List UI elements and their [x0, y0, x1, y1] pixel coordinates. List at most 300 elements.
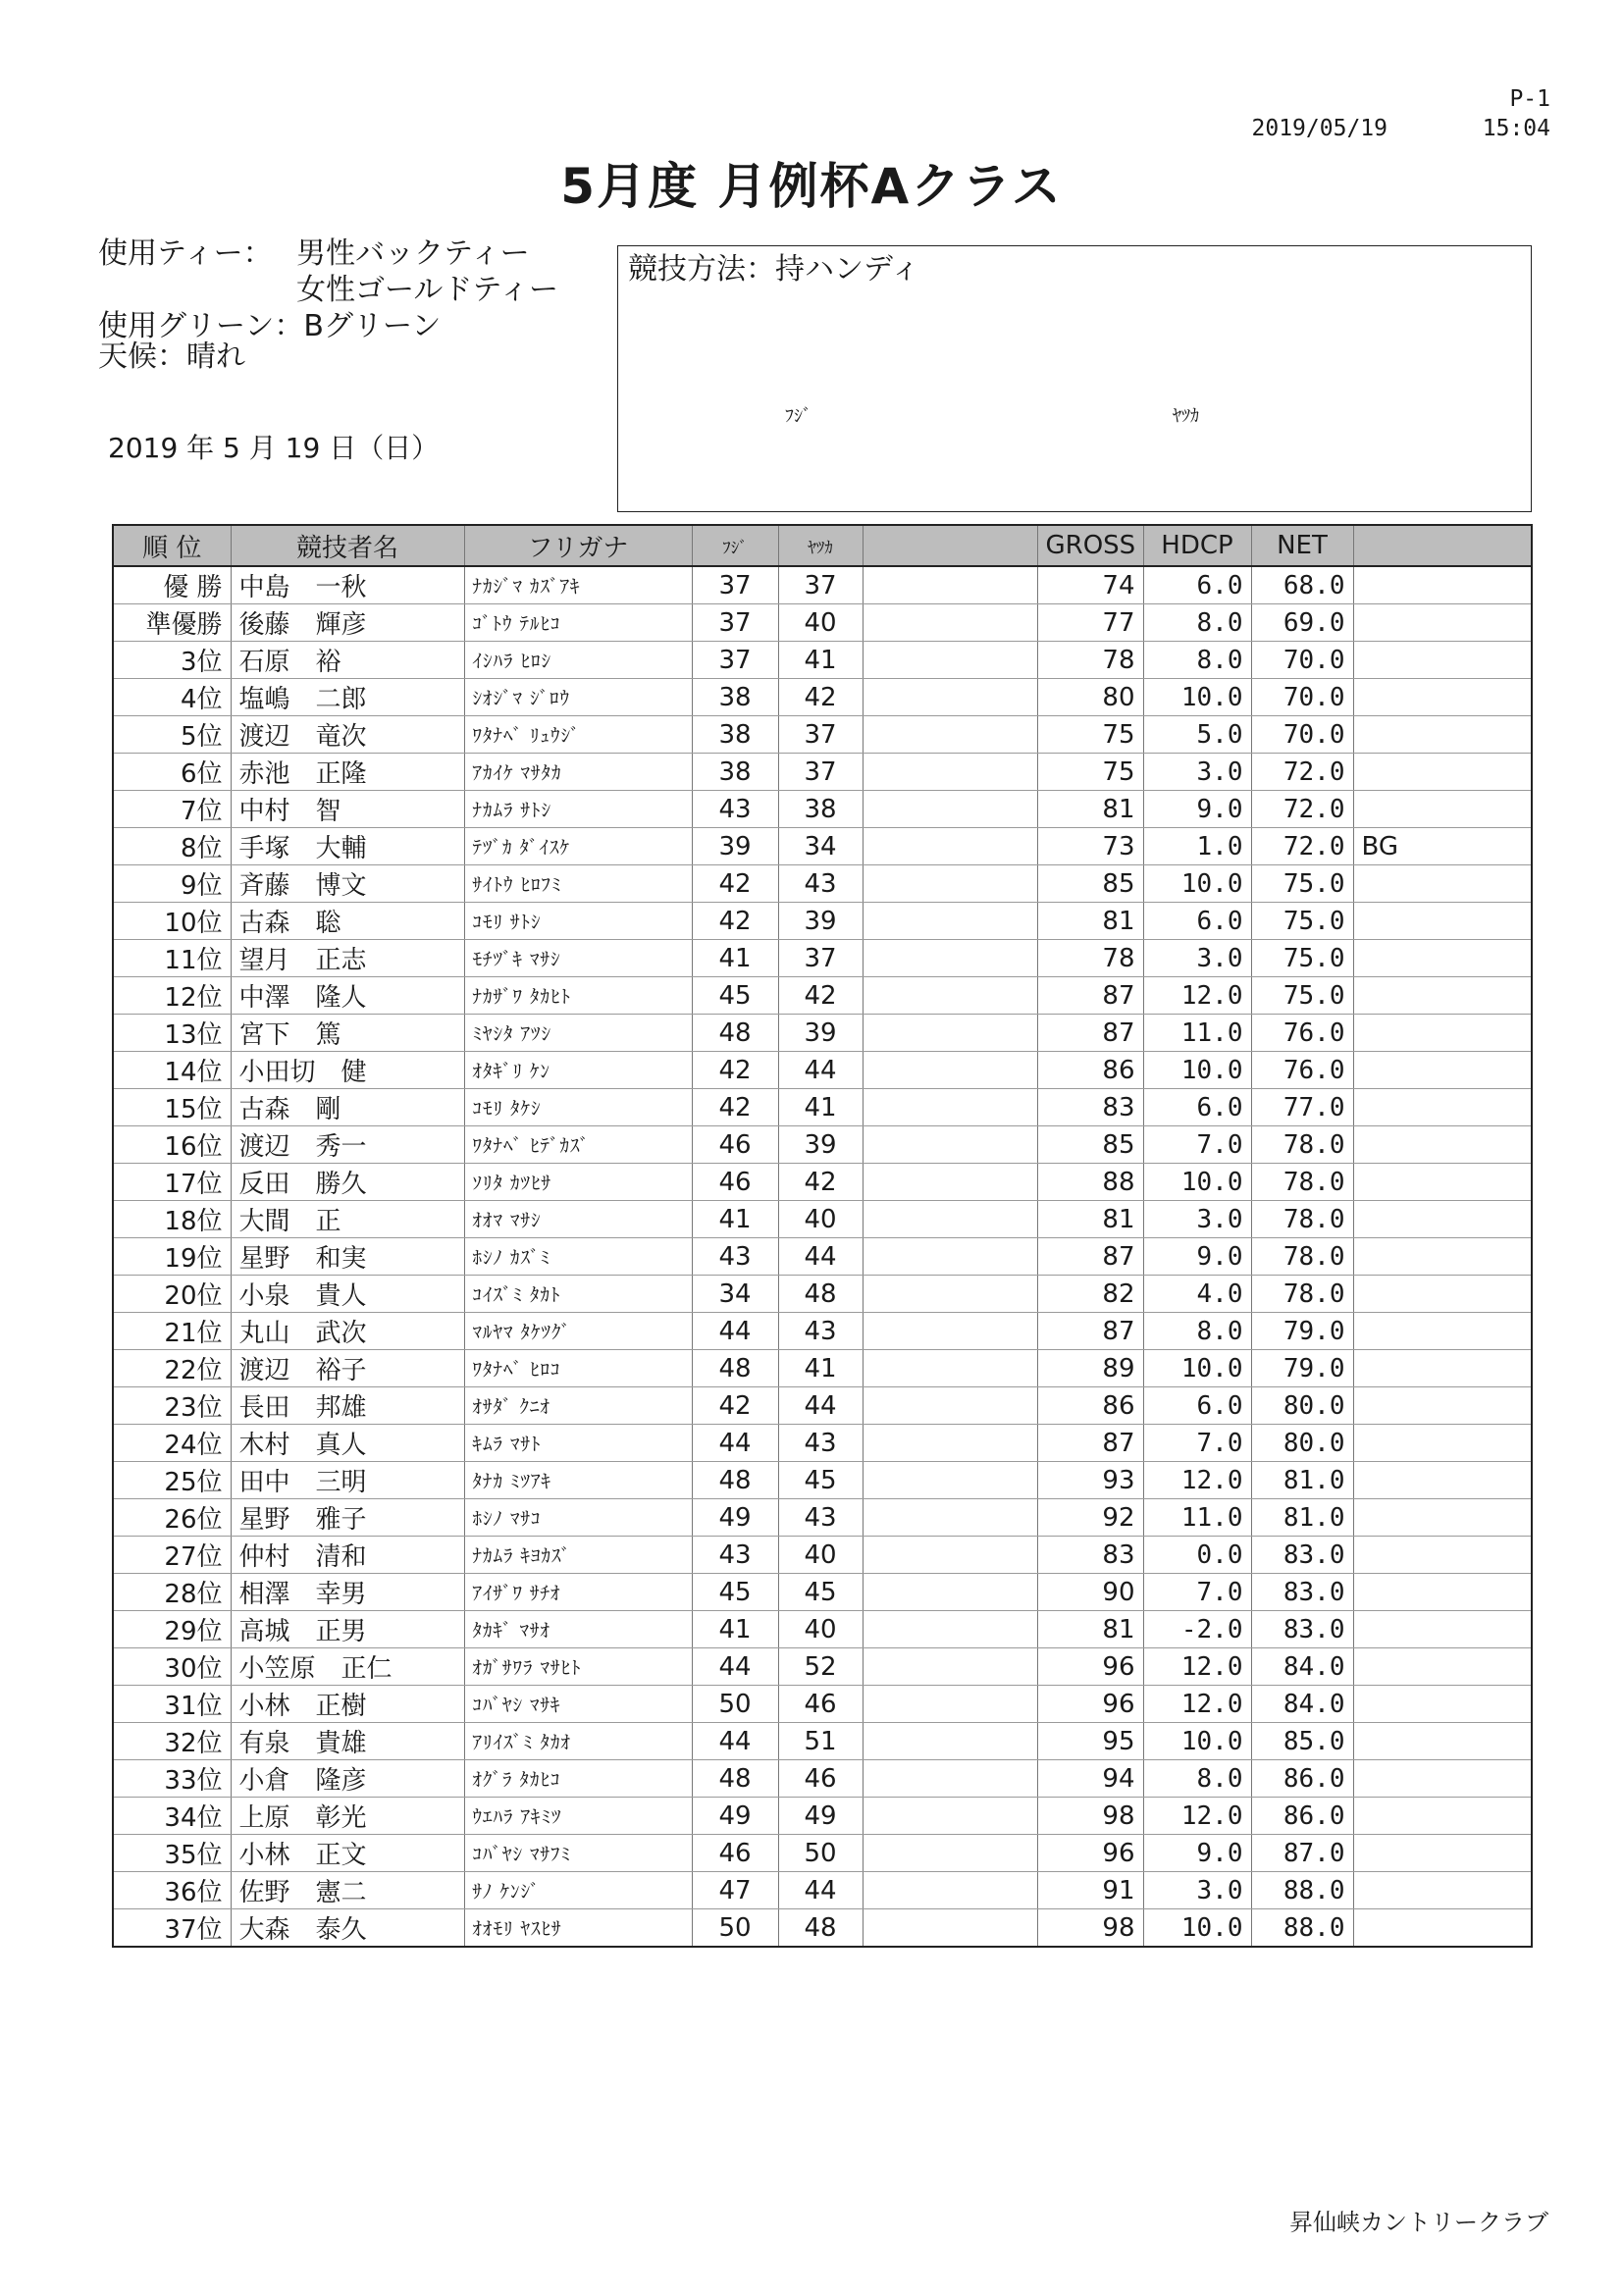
cell-hdcp: 10.0 [1143, 1909, 1251, 1948]
cell-yatsuka: 41 [778, 642, 863, 679]
table-header-row [113, 525, 1532, 566]
cell-hdcp: 10.0 [1143, 865, 1251, 903]
cell-fuji: 44 [692, 1313, 778, 1350]
cell-hdcp: 6.0 [1143, 1089, 1251, 1126]
cell-hdcp: 8.0 [1143, 1760, 1251, 1798]
cell-note [1353, 1164, 1532, 1201]
cell-rank: 6位 [113, 754, 231, 791]
cell-blank [863, 977, 1037, 1015]
cell-yatsuka: 49 [778, 1798, 863, 1835]
cell-kana: ｷﾑﾗ ﾏｻﾄ [464, 1425, 692, 1462]
cell-gross: 73 [1037, 828, 1143, 865]
cell-fuji: 42 [692, 1089, 778, 1126]
cell-net: 76.0 [1251, 1015, 1353, 1052]
cell-fuji: 41 [692, 1611, 778, 1648]
cell-fuji: 46 [692, 1164, 778, 1201]
cell-net: 84.0 [1251, 1648, 1353, 1686]
cell-gross: 98 [1037, 1909, 1143, 1948]
cell-note [1353, 1760, 1532, 1798]
cell-hdcp: 6.0 [1143, 566, 1251, 604]
cell-yatsuka: 43 [778, 1313, 863, 1350]
cell-gross: 80 [1037, 679, 1143, 716]
cell-name: 渡辺 秀一 [231, 1126, 464, 1164]
cell-blank [863, 566, 1037, 604]
cell-hdcp: 7.0 [1143, 1425, 1251, 1462]
cell-yatsuka: 37 [778, 940, 863, 977]
cell-note [1353, 1201, 1532, 1238]
cell-fuji: 45 [692, 977, 778, 1015]
cell-net: 78.0 [1251, 1164, 1353, 1201]
cell-name: 星野 雅子 [231, 1499, 464, 1537]
cell-fuji: 42 [692, 1052, 778, 1089]
cell-name: 小笠原 正仁 [231, 1648, 464, 1686]
cell-rank: 13位 [113, 1015, 231, 1052]
cell-rank: 32位 [113, 1723, 231, 1760]
cell-hdcp: 6.0 [1143, 1387, 1251, 1425]
tee-label: 使用ティー： [98, 236, 273, 271]
cell-hdcp: 10.0 [1143, 679, 1251, 716]
cell-note [1353, 1052, 1532, 1089]
col-blank-header [863, 525, 1037, 566]
cell-yatsuka: 40 [778, 1201, 863, 1238]
cell-rank: 29位 [113, 1611, 231, 1648]
cell-hdcp: 8.0 [1143, 604, 1251, 642]
cell-net: 84.0 [1251, 1686, 1353, 1723]
cell-fuji: 46 [692, 1835, 778, 1872]
cell-note [1353, 977, 1532, 1015]
cell-blank [863, 940, 1037, 977]
cell-fuji: 49 [692, 1798, 778, 1835]
cell-blank [863, 1052, 1037, 1089]
cell-gross: 88 [1037, 1164, 1143, 1201]
cell-name: 中島 一秋 [231, 566, 464, 604]
cell-yatsuka: 34 [778, 828, 863, 865]
table-row [113, 1835, 1532, 1872]
cell-fuji: 47 [692, 1872, 778, 1909]
cell-gross: 95 [1037, 1723, 1143, 1760]
cell-rank: 12位 [113, 977, 231, 1015]
cell-net: 78.0 [1251, 1276, 1353, 1313]
table-row [113, 1126, 1532, 1164]
cell-yatsuka: 40 [778, 1611, 863, 1648]
cell-yatsuka: 44 [778, 1387, 863, 1425]
cell-note [1353, 1872, 1532, 1909]
table-row [113, 754, 1532, 791]
cell-name: 渡辺 裕子 [231, 1350, 464, 1387]
cell-net: 83.0 [1251, 1611, 1353, 1648]
cell-rank: 16位 [113, 1126, 231, 1164]
cell-rank: 7位 [113, 791, 231, 828]
competition-method: 競技方法：持ハンディ [628, 252, 920, 287]
cell-kana: ﾐﾔｼﾀ ｱﾂｼ [464, 1015, 692, 1052]
cell-blank [863, 791, 1037, 828]
table-row [113, 1872, 1532, 1909]
cell-gross: 85 [1037, 865, 1143, 903]
cell-kana: ｺﾊﾞﾔｼ ﾏｻｷ [464, 1686, 692, 1723]
cell-kana: ﾜﾀﾅﾍﾞ ﾋﾛｺ [464, 1350, 692, 1387]
cell-note [1353, 865, 1532, 903]
cell-fuji: 50 [692, 1686, 778, 1723]
cell-kana: ｱｲｻﾞﾜ ｻﾁｵ [464, 1574, 692, 1611]
cell-fuji: 37 [692, 566, 778, 604]
cell-blank [863, 1909, 1037, 1948]
cell-kana: ｱﾘｲｽﾞﾐ ﾀｶｵ [464, 1723, 692, 1760]
table-row [113, 604, 1532, 642]
cell-blank [863, 1238, 1037, 1276]
cell-kana: ﾅｶﾑﾗ ｻﾄｼ [464, 791, 692, 828]
cell-rank: 30位 [113, 1648, 231, 1686]
cell-blank [863, 1015, 1037, 1052]
cell-kana: ﾜﾀﾅﾍﾞ ﾋﾃﾞｶｽﾞ [464, 1126, 692, 1164]
cell-note [1353, 1462, 1532, 1499]
cell-note [1353, 1350, 1532, 1387]
cell-fuji: 48 [692, 1015, 778, 1052]
cell-name: 小林 正文 [231, 1835, 464, 1872]
cell-net: 70.0 [1251, 679, 1353, 716]
cell-net: 86.0 [1251, 1760, 1353, 1798]
cell-name: 反田 勝久 [231, 1164, 464, 1201]
cell-rank: 11位 [113, 940, 231, 977]
cell-rank: 15位 [113, 1089, 231, 1126]
cell-hdcp: 6.0 [1143, 903, 1251, 940]
cell-rank: 5位 [113, 716, 231, 754]
cell-yatsuka: 38 [778, 791, 863, 828]
cell-hdcp: 9.0 [1143, 791, 1251, 828]
cell-rank: 37位 [113, 1909, 231, 1948]
cell-kana: ｺﾞﾄｳ ﾃﾙﾋｺ [464, 604, 692, 642]
cell-yatsuka: 48 [778, 1909, 863, 1948]
cell-note [1353, 1798, 1532, 1835]
cell-name: 大森 泰久 [231, 1909, 464, 1948]
green-info: 使用グリーン：Bグリーン [98, 309, 442, 343]
cell-blank [863, 1313, 1037, 1350]
cell-name: 長田 邦雄 [231, 1387, 464, 1425]
cell-hdcp: 8.0 [1143, 1313, 1251, 1350]
table-row [113, 1909, 1532, 1948]
cell-gross: 81 [1037, 903, 1143, 940]
cell-fuji: 43 [692, 1537, 778, 1574]
cell-fuji: 38 [692, 716, 778, 754]
cell-kana: ﾅｶﾑﾗ ｷﾖｶｽﾞ [464, 1537, 692, 1574]
col-note-header [1353, 525, 1532, 566]
cell-fuji: 39 [692, 828, 778, 865]
table-row [113, 1052, 1532, 1089]
cell-yatsuka: 45 [778, 1574, 863, 1611]
cell-note [1353, 1499, 1532, 1537]
document-title: 5月度 月例杯Aクラス [560, 158, 1063, 215]
cell-kana: ｵｶﾞｻﾜﾗ ﾏｻﾋﾄ [464, 1648, 692, 1686]
cell-note [1353, 679, 1532, 716]
cell-gross: 83 [1037, 1089, 1143, 1126]
table-row [113, 828, 1532, 865]
cell-blank [863, 1425, 1037, 1462]
tee-female: 女性ゴールドティー [296, 273, 558, 307]
cell-fuji: 41 [692, 940, 778, 977]
table-row [113, 903, 1532, 940]
cell-net: 85.0 [1251, 1723, 1353, 1760]
cell-name: 星野 和実 [231, 1238, 464, 1276]
cell-blank [863, 1574, 1037, 1611]
cell-name: 望月 正志 [231, 940, 464, 977]
cell-hdcp: 10.0 [1143, 1164, 1251, 1201]
cell-note [1353, 1015, 1532, 1052]
cell-gross: 86 [1037, 1387, 1143, 1425]
cell-blank [863, 1201, 1037, 1238]
cell-name: 佐野 憲二 [231, 1872, 464, 1909]
cell-net: 81.0 [1251, 1462, 1353, 1499]
cell-gross: 87 [1037, 977, 1143, 1015]
cell-net: 69.0 [1251, 604, 1353, 642]
col-net-header: NET [1251, 525, 1353, 566]
cell-fuji: 38 [692, 754, 778, 791]
cell-blank [863, 1462, 1037, 1499]
cell-name: 古森 剛 [231, 1089, 464, 1126]
cell-net: 78.0 [1251, 1126, 1353, 1164]
cell-name: 木村 真人 [231, 1425, 464, 1462]
cell-name: 古森 聡 [231, 903, 464, 940]
cell-kana: ﾃﾂﾞｶ ﾀﾞｲｽｹ [464, 828, 692, 865]
cell-name: 小倉 隆彦 [231, 1760, 464, 1798]
cell-note [1353, 1686, 1532, 1723]
cell-yatsuka: 42 [778, 1164, 863, 1201]
cell-rank: 36位 [113, 1872, 231, 1909]
cell-fuji: 43 [692, 791, 778, 828]
cell-rank: 準優勝 [113, 604, 231, 642]
cell-rank: 19位 [113, 1238, 231, 1276]
cell-kana: ﾏﾙﾔﾏ ﾀｹﾂｸﾞ [464, 1313, 692, 1350]
cell-name: 赤池 正隆 [231, 754, 464, 791]
cell-note [1353, 1425, 1532, 1462]
cell-net: 70.0 [1251, 642, 1353, 679]
cell-hdcp: 11.0 [1143, 1499, 1251, 1537]
cell-name: 手塚 大輔 [231, 828, 464, 865]
cell-gross: 77 [1037, 604, 1143, 642]
cell-yatsuka: 48 [778, 1276, 863, 1313]
cell-blank [863, 1126, 1037, 1164]
cell-hdcp: 12.0 [1143, 1648, 1251, 1686]
cell-rank: 33位 [113, 1760, 231, 1798]
cell-kana: ｵｸﾞﾗ ﾀｶﾋｺ [464, 1760, 692, 1798]
cell-gross: 91 [1037, 1872, 1143, 1909]
cell-note: BG [1353, 828, 1532, 865]
cell-name: 有泉 貴雄 [231, 1723, 464, 1760]
cell-name: 上原 彰光 [231, 1798, 464, 1835]
cell-rank: 22位 [113, 1350, 231, 1387]
cell-yatsuka: 42 [778, 679, 863, 716]
cell-yatsuka: 43 [778, 1499, 863, 1537]
cell-fuji: 37 [692, 604, 778, 642]
table-row [113, 1425, 1532, 1462]
cell-gross: 94 [1037, 1760, 1143, 1798]
cell-kana: ｳｴﾊﾗ ｱｷﾐﾂ [464, 1798, 692, 1835]
cell-kana: ｵｵﾓﾘ ﾔｽﾋｻ [464, 1909, 692, 1948]
table-row [113, 566, 1532, 604]
cell-blank [863, 1648, 1037, 1686]
cell-net: 88.0 [1251, 1909, 1353, 1948]
cell-rank: 26位 [113, 1499, 231, 1537]
cell-net: 79.0 [1251, 1313, 1353, 1350]
cell-name: 仲村 清和 [231, 1537, 464, 1574]
cell-gross: 74 [1037, 566, 1143, 604]
cell-hdcp: 7.0 [1143, 1574, 1251, 1611]
cell-fuji: 48 [692, 1462, 778, 1499]
table-row [113, 1089, 1532, 1126]
cell-yatsuka: 39 [778, 1015, 863, 1052]
cell-hdcp: 4.0 [1143, 1276, 1251, 1313]
cell-yatsuka: 39 [778, 903, 863, 940]
cell-kana: ｵｻﾀﾞ ｸﾆｵ [464, 1387, 692, 1425]
cell-yatsuka: 40 [778, 604, 863, 642]
cell-gross: 96 [1037, 1835, 1143, 1872]
cell-note [1353, 791, 1532, 828]
table-row [113, 679, 1532, 716]
cell-note [1353, 604, 1532, 642]
cell-fuji: 37 [692, 642, 778, 679]
cell-fuji: 45 [692, 1574, 778, 1611]
cell-gross: 85 [1037, 1126, 1143, 1164]
cell-rank: 35位 [113, 1835, 231, 1872]
cell-name: 大間 正 [231, 1201, 464, 1238]
cell-rank: 20位 [113, 1276, 231, 1313]
cell-gross: 89 [1037, 1350, 1143, 1387]
cell-gross: 93 [1037, 1462, 1143, 1499]
table-row [113, 1462, 1532, 1499]
cell-gross: 96 [1037, 1648, 1143, 1686]
cell-yatsuka: 39 [778, 1126, 863, 1164]
cell-note [1353, 1387, 1532, 1425]
cell-net: 75.0 [1251, 903, 1353, 940]
table-row [113, 1238, 1532, 1276]
cell-yatsuka: 45 [778, 1462, 863, 1499]
table-row [113, 1574, 1532, 1611]
print-date: 2019/05/19 [1251, 116, 1387, 141]
cell-blank [863, 828, 1037, 865]
cell-rank: 31位 [113, 1686, 231, 1723]
cell-name: 田中 三明 [231, 1462, 464, 1499]
cell-net: 80.0 [1251, 1425, 1353, 1462]
cell-hdcp: 0.0 [1143, 1537, 1251, 1574]
table-row [113, 1686, 1532, 1723]
cell-blank [863, 1089, 1037, 1126]
cell-note [1353, 940, 1532, 977]
table-row [113, 1537, 1532, 1574]
cell-name: 後藤 輝彦 [231, 604, 464, 642]
col-kana-header: フリガナ [464, 525, 692, 566]
results-body [113, 566, 1532, 1947]
cell-hdcp: 10.0 [1143, 1052, 1251, 1089]
cell-net: 80.0 [1251, 1387, 1353, 1425]
cell-blank [863, 1872, 1037, 1909]
cell-net: 75.0 [1251, 977, 1353, 1015]
col-rank-header: 順 位 [113, 525, 231, 566]
cell-blank [863, 1350, 1037, 1387]
cell-note [1353, 642, 1532, 679]
event-date: 2019 年 5 月 19 日（日） [108, 432, 440, 464]
cell-yatsuka: 44 [778, 1052, 863, 1089]
cell-hdcp: 12.0 [1143, 977, 1251, 1015]
cell-rank: 4位 [113, 679, 231, 716]
cell-net: 83.0 [1251, 1574, 1353, 1611]
cell-yatsuka: 43 [778, 1425, 863, 1462]
cell-hdcp: 12.0 [1143, 1686, 1251, 1723]
cell-note [1353, 566, 1532, 604]
cell-rank: 25位 [113, 1462, 231, 1499]
print-time: 15:04 [1482, 116, 1550, 141]
cell-name: 斉藤 博文 [231, 865, 464, 903]
cell-blank [863, 1499, 1037, 1537]
cell-yatsuka: 46 [778, 1760, 863, 1798]
col-name-header: 競技者名 [231, 525, 464, 566]
cell-hdcp: 5.0 [1143, 716, 1251, 754]
cell-rank: 14位 [113, 1052, 231, 1089]
cell-kana: ｻｲﾄｳ ﾋﾛﾌﾐ [464, 865, 692, 903]
cell-name: 石原 裕 [231, 642, 464, 679]
cell-kana: ｱｶｲｹ ﾏｻﾀｶ [464, 754, 692, 791]
cell-yatsuka: 50 [778, 1835, 863, 1872]
cell-net: 78.0 [1251, 1201, 1353, 1238]
table-row [113, 1648, 1532, 1686]
cell-net: 72.0 [1251, 828, 1353, 865]
cell-hdcp: -2.0 [1143, 1611, 1251, 1648]
table-row [113, 1201, 1532, 1238]
cell-gross: 75 [1037, 754, 1143, 791]
cell-rank: 17位 [113, 1164, 231, 1201]
col-fuji-header: ﾌｼﾞ [692, 525, 778, 566]
cell-gross: 87 [1037, 1313, 1143, 1350]
cell-note [1353, 1611, 1532, 1648]
cell-kana: ｺｲｽﾞﾐ ﾀｶﾄ [464, 1276, 692, 1313]
cell-yatsuka: 42 [778, 977, 863, 1015]
table-row [113, 791, 1532, 828]
cell-rank: 18位 [113, 1201, 231, 1238]
cell-hdcp: 3.0 [1143, 754, 1251, 791]
cell-yatsuka: 41 [778, 1350, 863, 1387]
cell-blank [863, 642, 1037, 679]
cell-kana: ﾀｶｷﾞ ﾏｻｵ [464, 1611, 692, 1648]
cell-yatsuka: 51 [778, 1723, 863, 1760]
weather-info: 天候：晴れ [98, 339, 245, 374]
cell-blank [863, 754, 1037, 791]
cell-yatsuka: 40 [778, 1537, 863, 1574]
cell-net: 75.0 [1251, 940, 1353, 977]
cell-kana: ﾜﾀﾅﾍﾞ ﾘｭｳｼﾞ [464, 716, 692, 754]
cell-fuji: 46 [692, 1126, 778, 1164]
cell-fuji: 44 [692, 1723, 778, 1760]
cell-kana: ﾅｶｼﾞﾏ ｶｽﾞｱｷ [464, 566, 692, 604]
cell-blank [863, 1760, 1037, 1798]
cell-fuji: 50 [692, 1909, 778, 1948]
tee-male: 男性バックティー [296, 236, 530, 271]
cell-name: 小田切 健 [231, 1052, 464, 1089]
cell-kana: ｿﾘﾀ ｶﾂﾋｻ [464, 1164, 692, 1201]
cell-fuji: 44 [692, 1648, 778, 1686]
cell-rank: 9位 [113, 865, 231, 903]
cell-net: 68.0 [1251, 566, 1353, 604]
cell-name: 宮下 篤 [231, 1015, 464, 1052]
cell-hdcp: 1.0 [1143, 828, 1251, 865]
cell-blank [863, 604, 1037, 642]
cell-hdcp: 7.0 [1143, 1126, 1251, 1164]
cell-fuji: 48 [692, 1760, 778, 1798]
cell-fuji: 44 [692, 1425, 778, 1462]
table-row [113, 1760, 1532, 1798]
table-row [113, 1164, 1532, 1201]
cell-kana: ﾅｶｻﾞﾜ ﾀｶﾋﾄ [464, 977, 692, 1015]
cell-gross: 92 [1037, 1499, 1143, 1537]
cell-gross: 81 [1037, 1201, 1143, 1238]
club-name: 昇仙峡カントリークラブ [1289, 2209, 1548, 2236]
cell-note [1353, 1574, 1532, 1611]
